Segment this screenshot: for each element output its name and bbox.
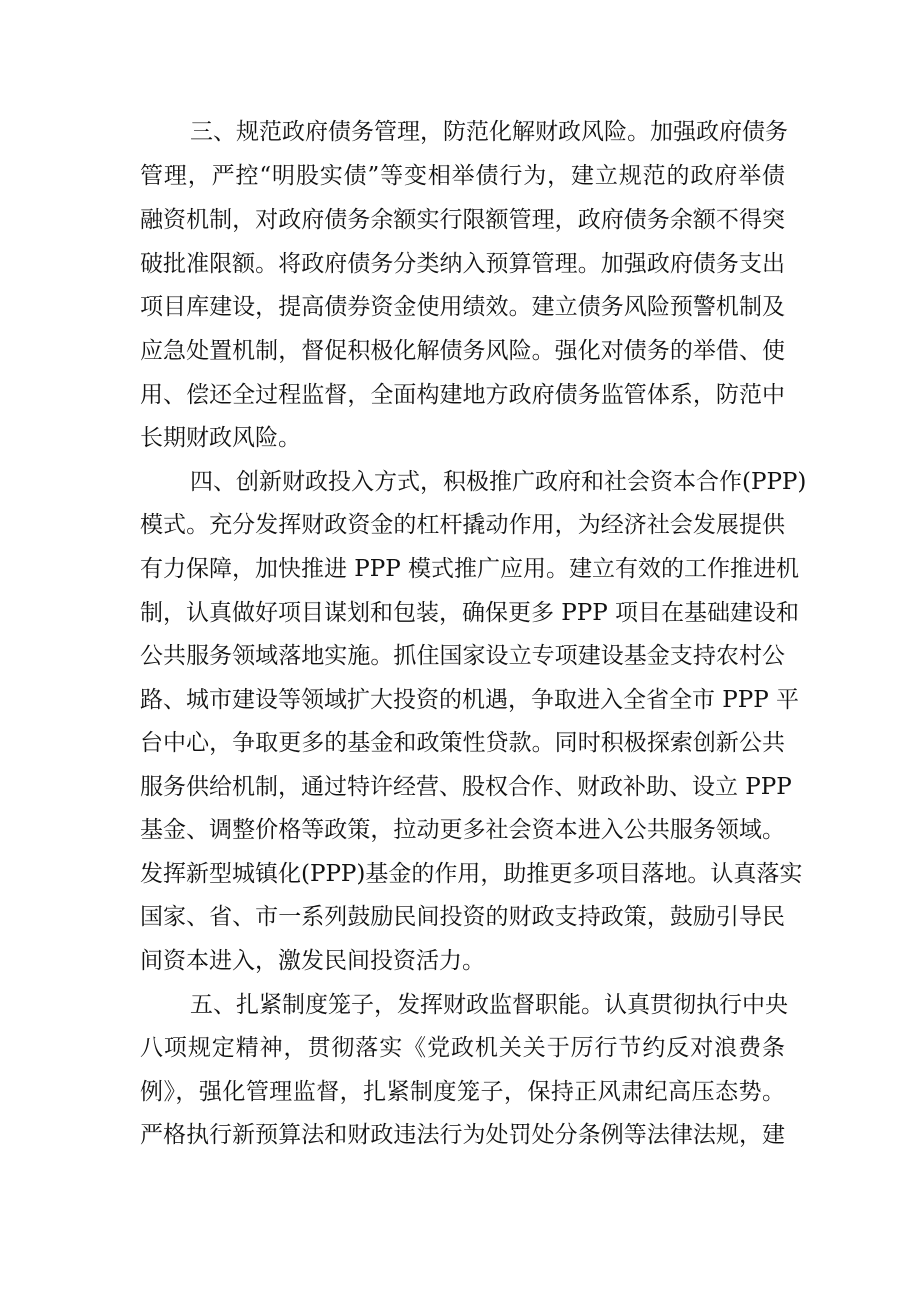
text-line: 五、扎紧制度笼子，发挥财政监督职能。认真贯彻执行中央: [190, 992, 788, 1018]
text-line: 台中心，争取更多的基金和政策性贷款。同时积极探索创新公共: [140, 730, 785, 756]
text-line: 例》，强化管理监督，扎紧制度笼子，保持正风肃纪高压态势。: [140, 1079, 785, 1105]
text-line: 服务供给机制，通过特许经营、股权合作、财政补助、设立 PPP: [140, 774, 792, 800]
text-line: 用、偿还全过程监督，全面构建地方政府债务监管体系，防范中: [140, 382, 785, 408]
text-line: 四、创新财政投入方式，积极推广政府和社会资本合作(PPP): [190, 469, 807, 495]
text-line: 破批准限额。将政府债务分类纳入预算管理。加强政府债务支出: [140, 251, 785, 277]
text-line: 八项规定精神，贯彻落实《党政机关关于厉行节约反对浪费条: [140, 1035, 785, 1061]
text-line: 发挥新型城镇化(PPP)基金的作用，助推更多项目落地。认真落实: [140, 861, 803, 887]
text-line: 间资本进入，激发民间投资活力。: [140, 948, 485, 974]
text-line: 三、规范政府债务管理，防范化解财政风险。加强政府债务: [190, 119, 788, 145]
text-line: 路、城市建设等领域扩大投资的机遇，争取进入全省全市 PPP 平: [140, 687, 800, 713]
text-line: 严格执行新预算法和财政违法行为处罚处分条例等法律法规，建: [140, 1122, 785, 1148]
text-line: 模式。充分发挥财政资金的杠杆撬动作用，为经济社会发展提供: [140, 512, 785, 538]
text-line: 有力保障，加快推进 PPP 模式推广应用。建立有效的工作推进机: [140, 556, 800, 582]
text-line: 制，认真做好项目谋划和包装，确保更多 PPP 项目在基础建设和: [140, 600, 800, 626]
text-line: 公共服务领域落地实施。抓住国家设立专项建设基金支持农村公: [140, 643, 785, 669]
text-line: 基金、调整价格等政策，拉动更多社会资本进入公共服务领域。: [140, 817, 785, 843]
text-line: 应急处置机制，督促积极化解债务风险。强化对债务的举借、使: [140, 338, 785, 364]
text-line: 融资机制，对政府债务余额实行限额管理，政府债务余额不得突: [140, 207, 785, 233]
text-line: 管理，严控“明股实债”等变相举债行为，建立规范的政府举债: [140, 163, 785, 189]
text-line: 国家、省、市一系列鼓励民间投资的财政支持政策，鼓励引导民: [140, 904, 785, 930]
text-line: 项目库建设，提高债券资金使用绩效。建立债务风险预警机制及: [140, 294, 785, 320]
text-line: 长期财政风险。: [140, 425, 301, 451]
